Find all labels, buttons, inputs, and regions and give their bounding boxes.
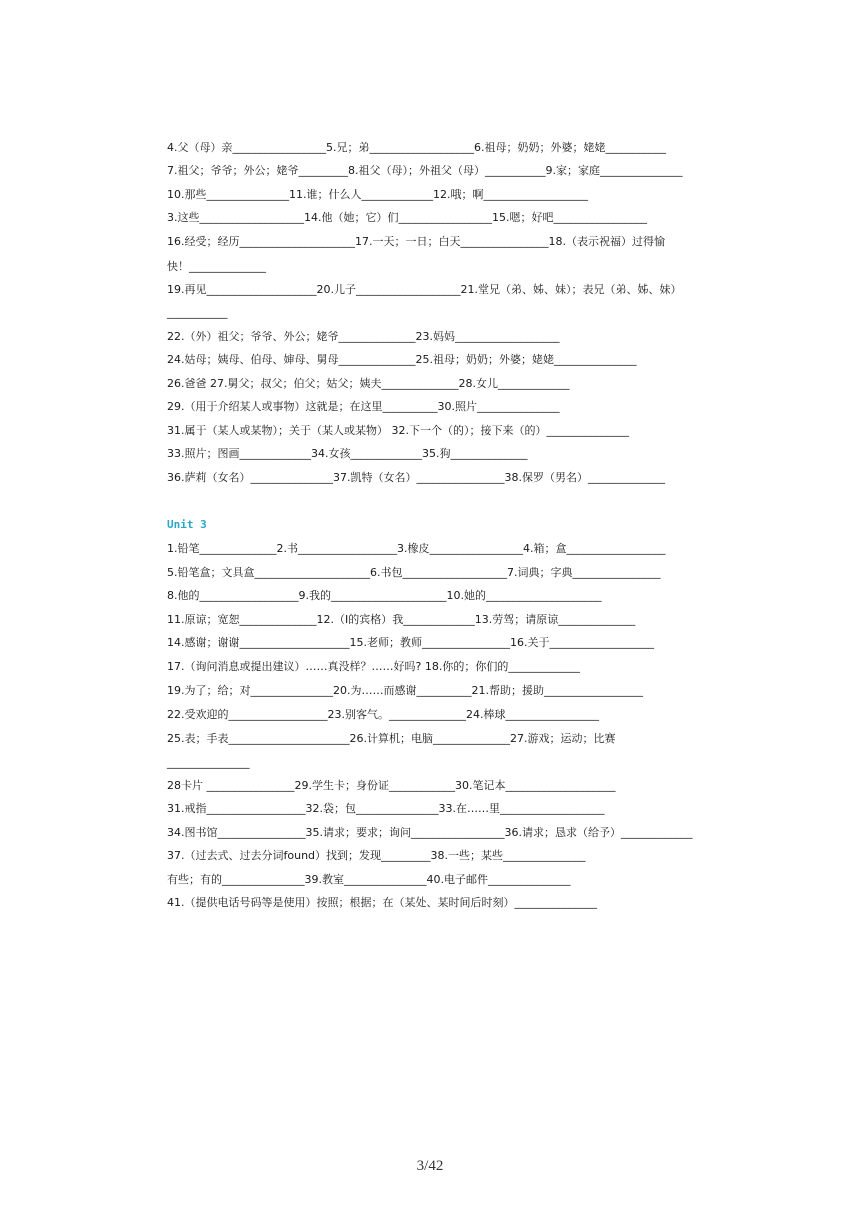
- vocab-line: ___________: [167, 306, 228, 319]
- vocab-line: 22.（外）祖父；爷爷、外公；姥爷______________23.妈妈___________________: [167, 330, 560, 343]
- vocab-line: 22.受欢迎的__________________23.别客气。______________24.棒球_________________: [167, 708, 599, 721]
- vocab-line: 7.祖父；爷爷；外公；姥爷_________8.祖父（母）；外祖父（母）___________9.家；家庭_______________: [167, 164, 683, 177]
- vocab-line: 33.照片；图画_____________34.女孩_____________35.狗______________: [167, 447, 528, 460]
- unit-heading: Unit 3: [167, 518, 207, 531]
- vocab-line: 1.铅笔______________2.书__________________3.橡皮_________________4.箱；盒__________________: [167, 542, 666, 555]
- vocab-line: 28卡片 ________________29.学生卡；身份证____________30.笔记本____________________: [167, 779, 616, 792]
- vocab-line: 16.经受；经历_____________________17.一天；一日；白天________________18.（表示祝福）过得愉: [167, 235, 665, 248]
- vocab-line: 14.感谢；谢谢____________________15.老师；教师________________16.关于___________________: [167, 636, 654, 649]
- vocab-line: 11.原谅；宽恕______________12.（I的宾格）我_____________13.劳驾；请原谅______________: [167, 613, 636, 626]
- vocab-line: 有些；有的_______________39.教室_______________40.电子邮件_______________: [167, 873, 571, 886]
- vocab-line: 34.图书馆________________35.请求；要求；询问_________________36.请求；恳求（给予）_____________: [167, 826, 693, 839]
- vocab-line: 3.这些___________________14.他（她；它）们_________________15.嗯；好吧_________________: [167, 211, 647, 224]
- vocab-line: 24.姑母；姨母、伯母、婶母、舅母______________25.祖母；奶奶；外婆；姥姥_______________: [167, 353, 637, 366]
- page-number: 3/42: [416, 1158, 444, 1174]
- vocab-line: 8.他的__________________9.我的_____________________10.她的_____________________: [167, 589, 602, 602]
- vocab-line: 25.表；手表______________________26.计算机；电脑______________27.游戏；运动；比赛: [167, 732, 616, 745]
- vocab-line: 5.铅笔盒；文具盒_____________________6.书包___________________7.词典；字典________________: [167, 566, 661, 579]
- vocab-line: 41.（提供电话号码等是使用）按照；根据；在（某处、某时间后时刻）_______________: [167, 896, 597, 909]
- vocab-line: 快！______________: [167, 260, 266, 273]
- vocab-line: 10.那些_______________11.谁；什么人_____________12.哦；啊___________________: [167, 188, 588, 201]
- vocab-line: 26.爸爸 27.舅父；叔父；伯父；姑父；姨夫______________28.女儿_____________: [167, 377, 570, 390]
- vocab-line: _______________: [167, 756, 250, 769]
- vocab-line: 31.戒指__________________32.袋；包_______________33.在……里___________________: [167, 802, 605, 815]
- vocab-line: 31.属于（某人或某物）；关于（某人或某物） 32.下一个（的）；接下来（的）_______________: [167, 424, 629, 437]
- vocab-line: 4.父（母）亲_________________5.兄；弟___________________6.祖母；奶奶；外婆；姥姥___________: [167, 141, 666, 154]
- vocab-line: 19.再见____________________20.儿子___________________21.堂兄（弟、姊、妹）；表兄（弟、姊、妹）: [167, 283, 682, 296]
- vocab-line: 36.萨莉（女名）_______________37.凯特（女名）________________38.保罗（男名）______________: [167, 471, 665, 484]
- vocab-line: 19.为了；给；对_______________20.为……而感谢__________21.帮助；援助__________________: [167, 684, 643, 697]
- vocab-line: 29.（用于介绍某人或事物）这就是；在这里__________30.照片_______________: [167, 400, 560, 413]
- vocab-line: 17.（询问消息或提出建议）……真没样？……好吗? 18.你的；你们的_____________: [167, 660, 580, 673]
- vocab-line: 37.（过去式、过去分词found）找到；发现_________38.一些；某些_______________: [167, 849, 586, 862]
